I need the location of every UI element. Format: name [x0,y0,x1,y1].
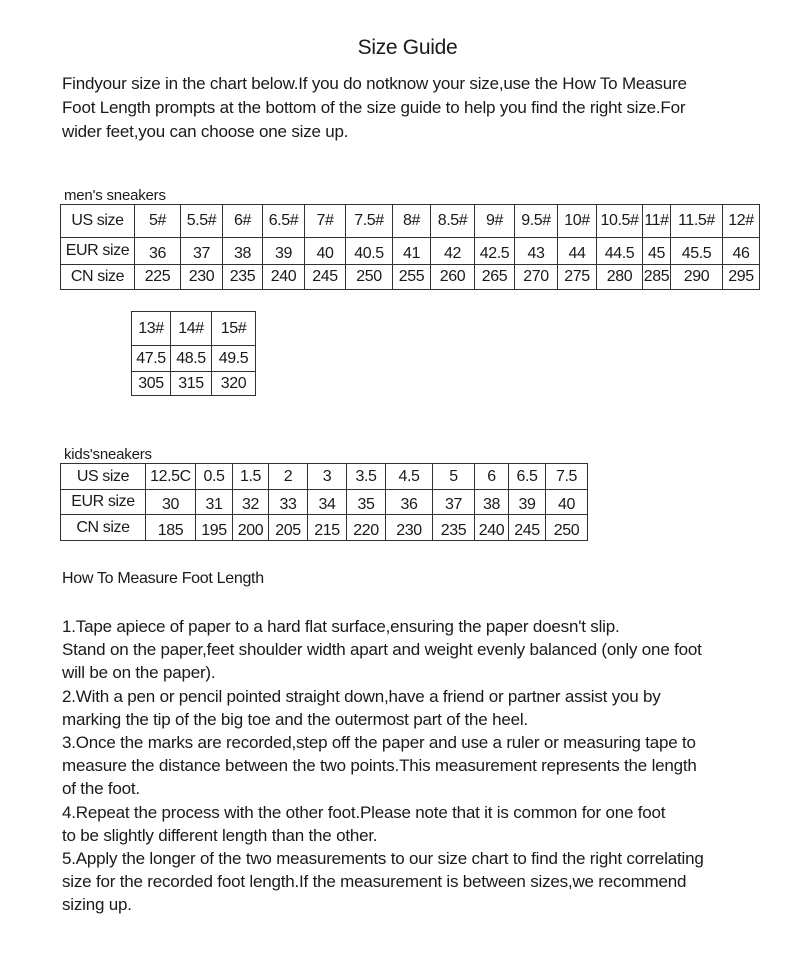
howto-heading: How To Measure Foot Length [62,570,264,587]
size-cell: 30 [146,490,196,515]
howto-step-line: will be on the paper). [62,663,216,683]
size-cell: 35 [347,490,386,515]
intro-paragraph [62,72,782,144]
size-cell: 8# [393,205,431,238]
size-cell: 38 [475,490,509,515]
size-cell: 6 [475,464,509,490]
size-cell: 295 [723,265,760,290]
size-cell: 4.5 [386,464,433,490]
size-cell: 44.5 [597,238,643,265]
kids-size-table [60,463,588,541]
size-cell: 280 [597,265,643,290]
howto-step-line: sizing up. [62,895,132,915]
intro-line: Findyour size in the chart below.If you do notknow your size,use the How To Measure [62,74,687,93]
row-label: EUR size [61,238,135,265]
size-cell: 48.5 [171,346,212,372]
size-cell: 245 [509,515,546,541]
mens-size-table [60,204,760,290]
size-cell: 270 [515,265,558,290]
size-cell: 15# [212,312,256,346]
howto-step-line: 1.Tape apiece of paper to a hard flat surface,ensuring the paper doesn't slip. [62,617,620,636]
howto-step-line: marking the tip of the big toe and the outermost part of the heel. [62,709,528,729]
size-cell: 33 [269,490,308,515]
size-cell: 37 [181,238,223,265]
size-cell: 3.5 [347,464,386,490]
size-cell: 260 [431,265,475,290]
size-cell: 39 [509,490,546,515]
size-cell: 40 [305,238,346,265]
howto-step-line: 5.Apply the longer of the two measurements to our size chart to find the right correlating [62,849,704,869]
row-label: US size [61,464,146,490]
mens-extra-eur-row [132,346,256,372]
size-cell: 10# [558,205,597,238]
size-cell: 32 [233,490,269,515]
size-cell: 11.5# [671,205,723,238]
size-cell: 42 [431,238,475,265]
mens-eur-row [61,238,760,265]
size-cell: 13# [132,312,171,346]
size-cell: 305 [132,372,171,396]
size-cell: 46 [723,238,760,265]
mens-extra-size-table [131,311,256,396]
size-cell: 200 [233,515,269,541]
size-cell: 250 [346,265,393,290]
size-cell: 235 [433,515,475,541]
howto-step-line: measure the distance between the two points.This measurement represents the length [62,756,697,776]
mens-extra-cn-row [132,372,256,396]
size-cell: 275 [558,265,597,290]
size-cell: 0.5 [196,464,233,490]
size-cell: 250 [546,515,588,541]
size-cell: 315 [171,372,212,396]
mens-extra-us-row [132,312,256,346]
size-cell: 6.5# [263,205,305,238]
size-cell: 215 [308,515,347,541]
size-cell: 230 [181,265,223,290]
size-cell: 290 [671,265,723,290]
size-cell: 5 [433,464,475,490]
howto-step-line: Stand on the paper,feet shoulder width apart and weight evenly balanced (only one foot [62,640,702,660]
size-cell: 47.5 [132,346,171,372]
size-cell: 42.5 [475,238,515,265]
howto-step-line: 3.Once the marks are recorded,step off the paper and use a ruler or measuring tape to [62,733,696,753]
size-cell: 240 [263,265,305,290]
size-cell: 6.5 [509,464,546,490]
size-cell: 45 [643,238,671,265]
size-cell: 245 [305,265,346,290]
mens-table-caption: men's sneakers [64,187,166,204]
kids-cn-row [61,515,588,541]
howto-steps [62,615,782,917]
intro-line: wider feet,you can choose one size up. [62,122,349,141]
size-cell: 1.5 [233,464,269,490]
size-cell: 38 [223,238,263,265]
page-title: Size Guide [357,36,458,59]
size-cell: 9# [475,205,515,238]
kids-table-caption: kids'sneakers [64,446,152,463]
size-cell: 195 [196,515,233,541]
size-cell: 40.5 [346,238,393,265]
size-cell: 43 [515,238,558,265]
size-cell: 5.5# [181,205,223,238]
howto-step-line: of the foot. [62,779,140,799]
size-cell: 49.5 [212,346,256,372]
size-cell: 34 [308,490,347,515]
size-cell: 7# [305,205,346,238]
size-cell: 9.5# [515,205,558,238]
size-cell: 235 [223,265,263,290]
howto-step-line: size for the recorded foot length.If the measurement is between sizes,we recommend [62,872,687,892]
size-cell: 39 [263,238,305,265]
size-cell: 265 [475,265,515,290]
row-label: EUR size [61,490,146,515]
size-cell: 320 [212,372,256,396]
size-cell: 8.5# [431,205,475,238]
size-cell: 3 [308,464,347,490]
size-cell: 185 [146,515,196,541]
kids-eur-row [61,490,588,515]
size-cell: 41 [393,238,431,265]
mens-cn-row [61,265,760,290]
size-cell: 5# [135,205,181,238]
size-cell: 11# [643,205,671,238]
size-cell: 10.5# [597,205,643,238]
howto-step-line: 4.Repeat the process with the other foot.Please note that it is common for one foot [62,802,666,822]
size-cell: 6# [223,205,263,238]
size-cell: 7.5 [546,464,588,490]
size-cell: 37 [433,490,475,515]
size-cell: 36 [135,238,181,265]
size-cell: 230 [386,515,433,541]
size-cell: 255 [393,265,431,290]
size-cell: 36 [386,490,433,515]
size-cell: 12.5C [146,464,196,490]
size-cell: 31 [196,490,233,515]
row-label: CN size [61,265,135,290]
size-cell: 240 [475,515,509,541]
size-cell: 45.5 [671,238,723,265]
howto-step-line: to be slightly different length than the other. [62,825,378,845]
size-cell: 2 [269,464,308,490]
row-label: CN size [61,515,146,541]
mens-us-row [61,205,760,238]
size-cell: 14# [171,312,212,346]
size-cell: 12# [723,205,760,238]
size-cell: 205 [269,515,308,541]
howto-step-line: 2.With a pen or pencil pointed straight down,have a friend or partner assist you by [62,686,661,706]
size-cell: 225 [135,265,181,290]
size-cell: 44 [558,238,597,265]
size-cell: 285 [643,265,671,290]
size-cell: 220 [347,515,386,541]
size-cell: 7.5# [346,205,393,238]
kids-us-row [61,464,588,490]
row-label: US size [61,205,135,238]
size-cell: 40 [546,490,588,515]
intro-line: Foot Length prompts at the bottom of the size guide to help you find the right size.For [62,98,686,117]
